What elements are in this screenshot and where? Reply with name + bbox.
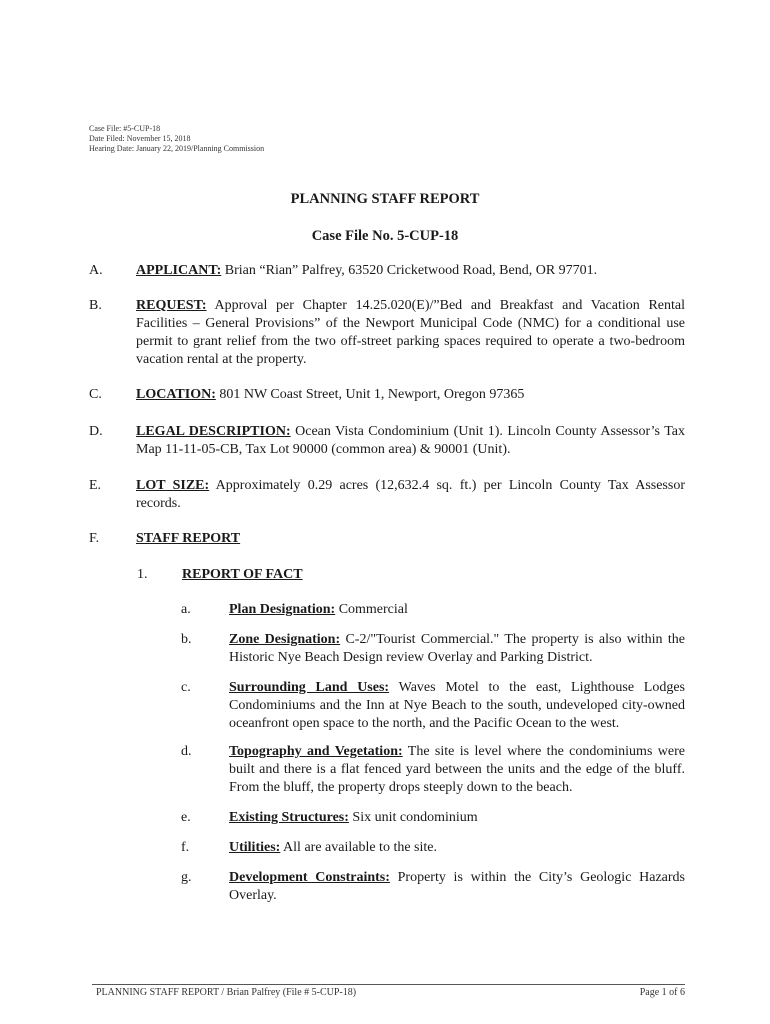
item-marker: d. bbox=[181, 744, 192, 759]
section-label: STAFF REPORT bbox=[136, 531, 241, 546]
item-surrounding-land-uses bbox=[181, 679, 685, 733]
section-label: LOCATION: bbox=[136, 387, 216, 402]
item-development-constraints bbox=[181, 869, 685, 905]
item-text: Commercial bbox=[335, 602, 408, 617]
item-marker: f. bbox=[181, 840, 190, 855]
date-filed-line: Date Filed: November 15, 2018 bbox=[89, 134, 191, 143]
case-file-number: Case File No. 5-CUP-18 bbox=[311, 228, 459, 244]
item-marker: e. bbox=[181, 810, 191, 825]
section-marker: C. bbox=[89, 387, 102, 402]
section-marker: F. bbox=[89, 531, 100, 546]
section-label: REQUEST: bbox=[136, 298, 207, 313]
item-topography-vegetation bbox=[181, 743, 685, 797]
item-label: Existing Structures: bbox=[229, 810, 349, 825]
section-lot-size bbox=[89, 477, 685, 513]
section-request bbox=[89, 297, 685, 369]
footer-title: PLANNING STAFF REPORT / Brian Palfrey (File # 5-CUP-18) bbox=[96, 987, 357, 998]
item-label: Development Constraints: bbox=[229, 870, 390, 885]
item-label: Surrounding Land Uses: bbox=[229, 680, 390, 695]
item-marker: c. bbox=[181, 680, 191, 695]
item-text: C-2/"Tourist Commercial." The property is also within the Historic Nye Beach Design review Overlay and Parking District. bbox=[229, 632, 685, 665]
item-text: All are available to the site. bbox=[280, 840, 437, 855]
section-label: APPLICANT: bbox=[136, 263, 222, 278]
section-text: Ocean Vista Condominium (Unit 1). Lincoln County Assessor’s Tax Map 11-11-05-CB, Tax Lot 90000 (common area) & 90001 (Unit). bbox=[136, 424, 685, 457]
item-zone-designation bbox=[181, 631, 685, 667]
item-label: Topography and Vegetation: bbox=[229, 744, 403, 759]
page-number: Page 1 of 6 bbox=[639, 987, 685, 998]
section-marker: E. bbox=[89, 478, 102, 493]
footer-divider bbox=[92, 984, 685, 985]
section-label: LOT SIZE: bbox=[136, 478, 210, 493]
item-text: The site is level where the condominiums were built and there is a flat fenced yard between the units and the edge of the bluff. From the bluff, the property drops steeply down to the beach. bbox=[229, 744, 685, 795]
item-label: Plan Designation: bbox=[229, 602, 336, 617]
item-text: Property is within the City’s Geologic Hazards Overlay. bbox=[229, 870, 685, 903]
section-label: LEGAL DESCRIPTION: bbox=[136, 424, 291, 439]
item-marker: b. bbox=[181, 632, 192, 647]
item-text: Waves Motel to the east, Lighthouse Lodges Condominiums and the Inn at Nye Beach to the south, undeveloped city-owned oceanfront open space to the north, and the Pacific Ocean to the west. bbox=[229, 680, 686, 731]
section-text: 801 NW Coast Street, Unit 1, Newport, Oregon 97365 bbox=[215, 387, 525, 402]
section-staff-report bbox=[89, 530, 685, 548]
item-existing-structures bbox=[181, 809, 685, 827]
item-label: Utilities: bbox=[229, 840, 281, 855]
item-marker: a. bbox=[181, 602, 191, 617]
section-text: Approximately 0.29 acres (12,632.4 sq. ft.) per Lincoln County Tax Assessor records. bbox=[136, 478, 685, 511]
subsection-label: REPORT OF FACT bbox=[182, 567, 303, 582]
section-text: Approval per Chapter 14.25.020(E)/”Bed and Breakfast and Vacation Rental Facilities – General Provisions” of the Newport Municipal Code (NMC) for a conditional use permit to grant relief from the two off-street parking spaces required to operate a two-bedroom vacation rental at the property. bbox=[136, 298, 685, 367]
section-text: Brian “Rian” Palfrey, 63520 Cricketwood Road, Bend, OR 97701. bbox=[221, 263, 598, 278]
section-marker: A. bbox=[89, 263, 103, 278]
subsection-marker: 1. bbox=[137, 567, 148, 582]
subsection-report-of-fact bbox=[137, 566, 697, 584]
case-header bbox=[89, 124, 264, 154]
item-plan-designation bbox=[181, 601, 685, 619]
hearing-date-line: Hearing Date: January 22, 2019/Planning Commission bbox=[89, 144, 265, 153]
item-label: Zone Designation: bbox=[229, 632, 341, 647]
report-title: PLANNING STAFF REPORT bbox=[290, 191, 480, 207]
section-marker: B. bbox=[89, 298, 102, 313]
section-location bbox=[89, 386, 685, 404]
case-file-line: Case File: #5-CUP-18 bbox=[89, 124, 161, 133]
item-marker: g. bbox=[181, 870, 192, 885]
section-legal-description bbox=[89, 423, 685, 459]
section-applicant bbox=[89, 262, 685, 280]
item-text: Six unit condominium bbox=[348, 810, 478, 825]
item-utilities bbox=[181, 839, 685, 857]
section-marker: D. bbox=[89, 424, 103, 439]
